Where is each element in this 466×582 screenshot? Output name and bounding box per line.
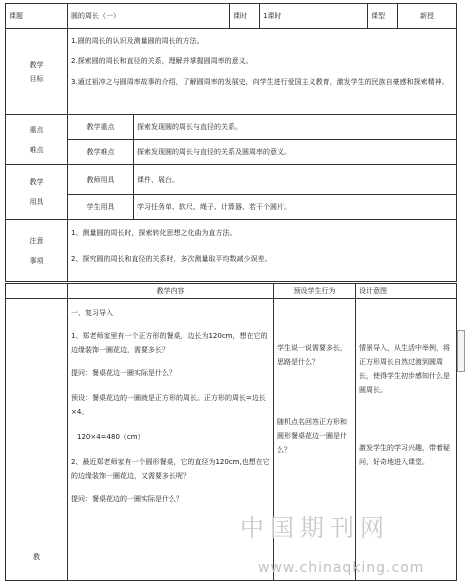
goals-label — [6, 29, 68, 115]
hours-label: 课时 — [230, 4, 260, 29]
hours-value: 1课时 — [260, 4, 368, 29]
teacher-tools-value: 课件、展台。 — [134, 165, 457, 195]
goals-label-1: 教学 — [29, 60, 44, 69]
note-item: 2、探究圆的周长和直径的关系时，多次测量取平均数减少误差。 — [71, 255, 272, 263]
content-paragraph: 120×4=480（cm） — [77, 433, 145, 441]
content-paragraph: 2、最近郑老师家有一个圆形餐桌，它的直径为120cm,也想在它的边缘装饰一圈花边，又需要多长呢？ — [71, 458, 270, 480]
goal-item: 3.通过祖冲之与圆周率故事的介绍，了解圆周率的发展史，向学生进行爱国主义教育，激发学生的民族自豪感和探索精神。 — [71, 78, 449, 86]
watermark-text: 中国期刊网 — [240, 514, 390, 542]
notes-label-2: 事项 — [29, 256, 44, 265]
process-blank-cell — [6, 284, 68, 299]
keypoints-label-1: 重点 — [29, 125, 44, 134]
goal-item: 1.圆的周长的认识及测量圆的周长的方法。 — [71, 37, 204, 45]
keypoints-label — [6, 115, 68, 165]
content-paragraph: 1、郑老师家里有一个正方形的餐桌，边长为120cm，想在它的边缘装饰一圈花边，需要多长？ — [71, 332, 268, 354]
notes-label-1: 注意 — [29, 236, 44, 245]
watermark-url: www.chinaqking.com — [258, 560, 425, 576]
topic-value: 圆的周长（一） — [68, 4, 230, 29]
content-paragraph: 提问：餐桌花边的一圈实际是什么？ — [71, 495, 183, 503]
key-point-label: 教学重点 — [68, 115, 134, 140]
design-paragraph: 激发学生的学习兴趣，带着疑问，好奇地进入课堂。 — [359, 444, 450, 466]
student-tools-value: 学习任务单、软尺、绳子、计算器、若干个圆片。 — [134, 195, 457, 220]
process-side-cell — [6, 299, 68, 581]
goal-item: 2.探索圆的周长和直径的关系，理解并掌握圆周率的意义。 — [71, 57, 253, 65]
content-paragraph: 一、复习导入 — [71, 309, 113, 317]
content-paragraph: 提问：餐桌花边一圈实际是什么？ — [71, 369, 176, 377]
keypoints-label-2: 难点 — [29, 145, 44, 154]
key-point-value: 探索发现圆的周长与直径的关系。 — [134, 115, 457, 140]
topic-label: 课题 — [6, 4, 68, 29]
student-tools-label: 学生用具 — [68, 195, 134, 220]
content-paragraph: 预设：餐桌花边的一圈就是正方形的周长。正方形的周长=边长×4。 — [71, 394, 266, 416]
student-paragraph: 学生说一说需要多长，思路是什么？ — [277, 344, 347, 366]
goals-label-2: 目标 — [29, 74, 44, 83]
design-paragraph: 情景导入，从生活中举例，将正方形周长自然过渡到圆周长，使得学生初步感知什么是圆周长。 — [359, 344, 450, 394]
page-edge-marker — [457, 330, 465, 372]
col-design-header: 设计意图 — [356, 284, 457, 299]
lesson-plan-table — [5, 3, 457, 282]
student-paragraph: 随机点名回答正方形和圆形餐桌花边一圈是什么？ — [277, 418, 347, 454]
notes-content — [68, 220, 457, 282]
teacher-tools-label: 教师用具 — [68, 165, 134, 195]
goals-content — [68, 29, 457, 115]
tools-label-2: 用具 — [29, 198, 44, 206]
notes-label — [6, 220, 68, 282]
col-student-header: 预设学生行为 — [274, 284, 356, 299]
tools-label — [6, 165, 68, 220]
process-side-label: 教 — [33, 553, 40, 561]
hard-point-label: 教学难点 — [68, 140, 134, 165]
col-content-header: 教学内容 — [68, 284, 274, 299]
note-item: 1、测量圆的周长时，探索转化思想之化曲为直方法。 — [71, 229, 237, 237]
hard-point-value: 探索发现圆的周长与直径的关系及圆周率的意义。 — [134, 140, 457, 165]
type-label: 课型 — [368, 4, 398, 29]
type-value: 新授 — [398, 4, 457, 29]
tools-label-1: 教学 — [29, 178, 44, 186]
